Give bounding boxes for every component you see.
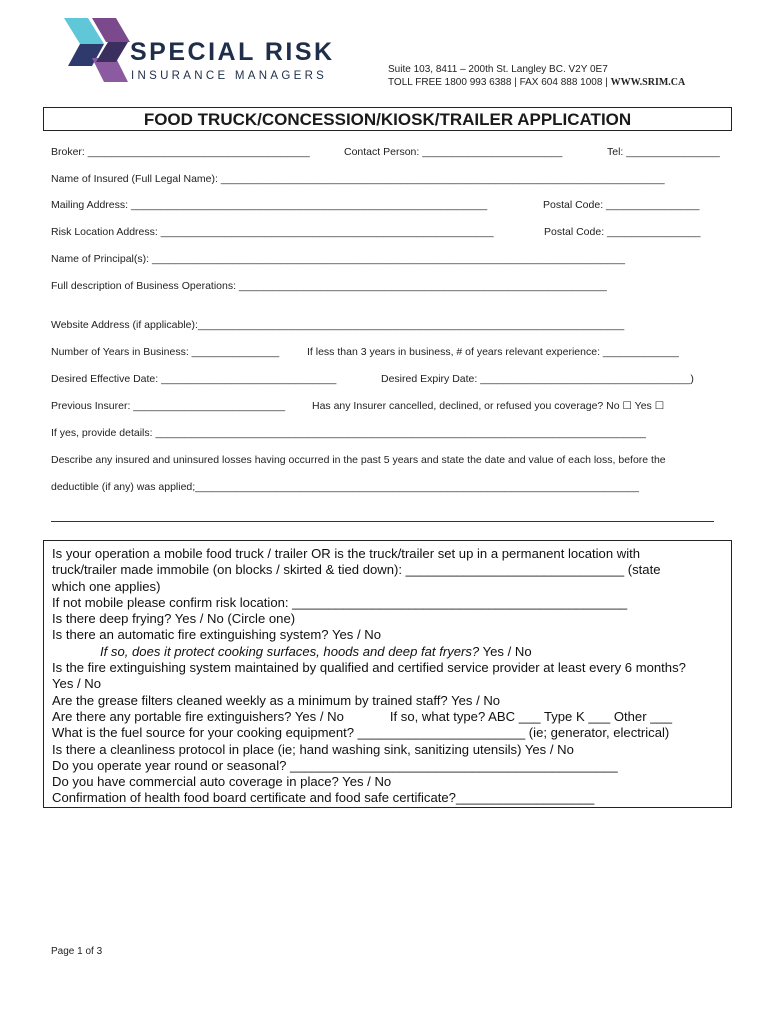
broker-field[interactable]: Broker: ______________________________________ bbox=[51, 146, 310, 158]
q-fire-protect[interactable] bbox=[52, 644, 731, 660]
mailing-postal-field[interactable]: Postal Code: ________________ bbox=[543, 199, 700, 211]
losses-description: Describe any insured and uninsured losses having occurred in the past 5 years and state the date and value of each loss, before the bbox=[51, 454, 666, 466]
q-mobile-3: which one applies) bbox=[52, 578, 161, 594]
q-extinguishers-text: Are there any portable fire extinguishers? Yes / No bbox=[52, 708, 344, 724]
expiry-date-field[interactable]: Desired Expiry Date: ____________________________________) bbox=[381, 373, 694, 385]
previous-insurer-field[interactable]: Previous Insurer: __________________________ bbox=[51, 400, 286, 412]
blank-line[interactable] bbox=[51, 521, 714, 522]
q-risk-location[interactable]: If not mobile please confirm risk location: ______________________________________________ bbox=[52, 594, 628, 610]
address-line: Suite 103, 8411 – 200th St. Langley BC. V2Y 0E7 bbox=[388, 64, 608, 75]
q-mobile-2[interactable]: truck/trailer made immobile (on blocks / skirted & tied down): ______________________________ (state bbox=[52, 562, 661, 578]
q-extinguisher-type: If so, what type? ABC ___ Type K ___ Other ___ bbox=[389, 708, 673, 724]
website-field[interactable]: Website Address (if applicable):_________________________________________________________________________ bbox=[51, 319, 625, 331]
q-maintenance-answer[interactable]: Yes / No bbox=[52, 676, 102, 692]
effective-date-field[interactable]: Desired Effective Date: ______________________________ bbox=[51, 373, 337, 385]
losses-field[interactable]: deductible (if any) was applied;____________________________________________________________________________ bbox=[51, 481, 639, 493]
contact-line bbox=[388, 76, 685, 89]
q-health-certificate[interactable]: Confirmation of health food board certificate and food safe certificate?___________________ bbox=[52, 790, 595, 806]
q-fire-system[interactable]: Is there an automatic fire extinguishing system? Yes / No bbox=[52, 627, 381, 643]
q-auto-coverage[interactable]: Do you have commercial auto coverage in place? Yes / No bbox=[52, 774, 392, 790]
q-fire-protect-answer: Yes / No bbox=[479, 643, 532, 659]
risk-postal-field[interactable]: Postal Code: ________________ bbox=[544, 226, 701, 238]
q-grease-filters[interactable]: Are the grease filters cleaned weekly as a minimum by trained staff? Yes / No bbox=[52, 692, 501, 708]
contact-person-field[interactable]: Contact Person: ________________________ bbox=[344, 146, 563, 158]
logo-title: SPECIAL RISK bbox=[130, 38, 335, 66]
tel-field[interactable]: Tel: ________________ bbox=[607, 146, 720, 158]
risk-location-field[interactable]: Risk Location Address: _________________________________________________________ bbox=[51, 226, 494, 238]
q-fire-protect-text: If so, does it protect cooking surfaces, hoods and deep fat fryers? bbox=[100, 643, 480, 659]
phone-fax: TOLL FREE 1800 993 6388 | FAX 604 888 1008 | bbox=[388, 77, 611, 88]
page-number: Page 1 of 3 bbox=[51, 946, 103, 957]
years-in-business-field[interactable]: Number of Years in Business: _______________ bbox=[51, 346, 280, 358]
principals-field[interactable]: Name of Principal(s): _________________________________________________________________________________ bbox=[51, 253, 625, 265]
details-field[interactable]: If yes, provide details: ____________________________________________________________________________________ bbox=[51, 427, 646, 439]
q-mobile-1: Is your operation a mobile food truck / trailer OR is the truck/trailer set up in a permanent location with bbox=[52, 546, 641, 561]
operations-questions-box bbox=[43, 540, 732, 808]
q-maintenance: Is the fire extinguishing system maintained by qualified and certified service provider at least every 6 months? bbox=[52, 660, 686, 676]
years-experience-field[interactable]: If less than 3 years in business, # of years relevant experience: _____________ bbox=[307, 346, 679, 358]
company-address bbox=[388, 63, 685, 89]
insured-name-field[interactable]: Name of Insured (Full Legal Name): ____________________________________________________________________________ bbox=[51, 173, 665, 185]
cancelled-question[interactable]: Has any Insurer cancelled, declined, or refused you coverage? No ☐ Yes ☐ bbox=[312, 400, 665, 412]
q-cleanliness[interactable]: Is there a cleanliness protocol in place (ie; hand washing sink, sanitizing utensils) Yes / No bbox=[52, 741, 574, 757]
q-deep-frying[interactable]: Is there deep frying? Yes / No (Circle one) bbox=[52, 611, 296, 627]
logo-subtitle: INSURANCE MANAGERS bbox=[131, 70, 328, 82]
q-extinguishers[interactable] bbox=[52, 709, 731, 725]
website-link[interactable]: WWW.SRIM.CA bbox=[610, 77, 686, 88]
mailing-address-field[interactable]: Mailing Address: _____________________________________________________________ bbox=[51, 199, 488, 211]
q-year-round[interactable]: Do you operate year round or seasonal? _____________________________________________ bbox=[52, 757, 618, 773]
business-description-field[interactable]: Full description of Business Operations: _______________________________________________________________ bbox=[51, 280, 607, 292]
q-fuel-source[interactable]: What is the fuel source for your cooking equipment? _______________________ (ie; generator, electrical) bbox=[52, 725, 670, 741]
form-title: FOOD TRUCK/CONCESSION/KIOSK/TRAILER APPLICATION bbox=[43, 107, 732, 131]
